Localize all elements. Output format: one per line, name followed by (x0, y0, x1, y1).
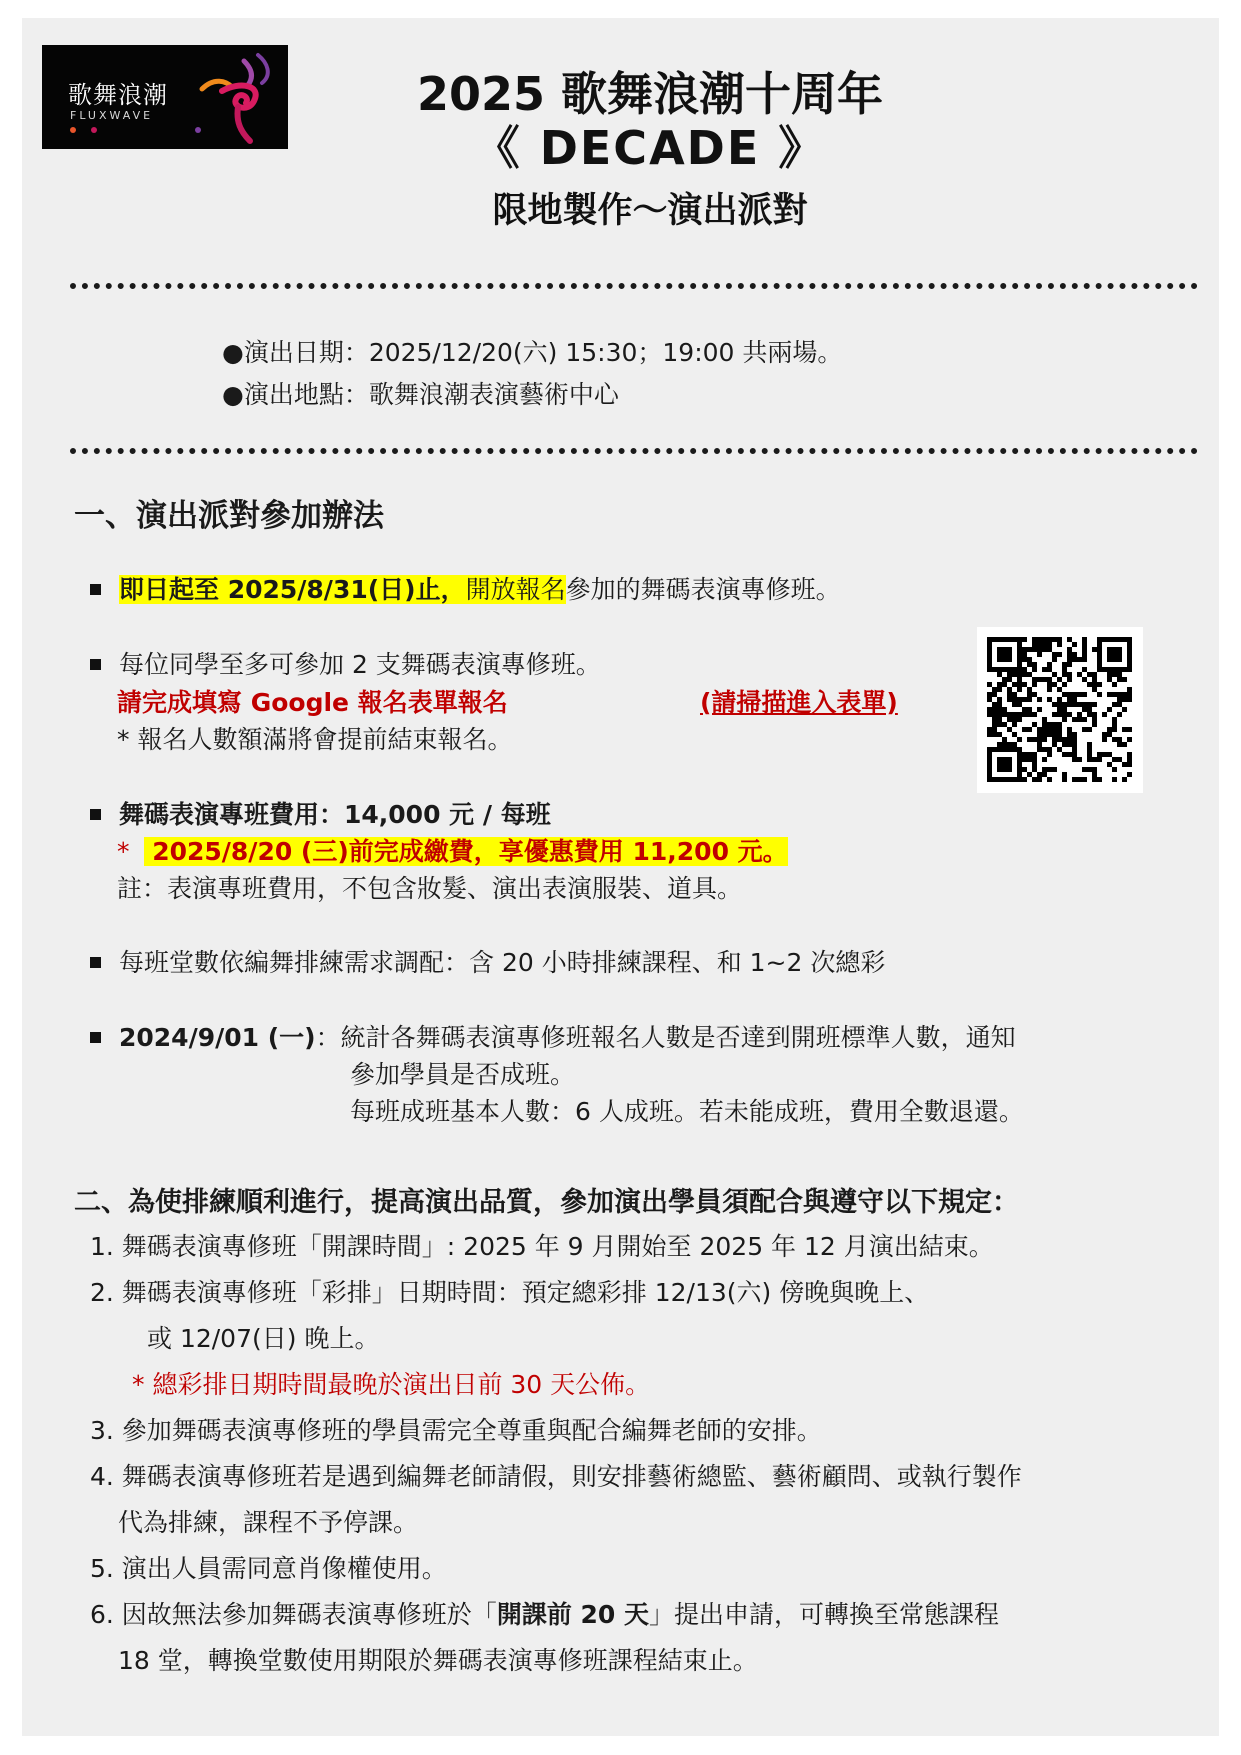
rule-2-cont: 或 12/07(日) 晚上。 (147, 1324, 380, 1353)
fluxwave-logo (42, 45, 288, 149)
logo-name-en: FLUXWAVE (70, 109, 154, 122)
event-title: 2025 歌舞浪潮十周年 (416, 67, 884, 121)
event-tagline: 限地製作～演出派對 (492, 191, 808, 231)
bullet-class-confirmation (90, 1018, 1016, 1054)
divider-top (70, 283, 1198, 289)
section-1-heading: 一、演出派對參加辦法 (74, 498, 384, 534)
bullet-fee (90, 795, 551, 831)
rule-6-deadline: 開課前 20 天 (496, 1600, 650, 1629)
rule-2-note: * 總彩排日期時間最晚於演出日前 30 天公佈。 (132, 1370, 651, 1399)
registration-open: 開放報名 (465, 575, 566, 604)
early-bird-discount: 2025/8/20 (三)前完成繳費，享優惠費用 11,200 元。 (143, 837, 788, 866)
confirmation-text-2: 參加學員是否成班。 (350, 1060, 576, 1089)
confirmation-text: ：統計各舞碼表演專修班報名人數是否達到開班標準人數，通知 (315, 1023, 1016, 1052)
bullet-square-icon (90, 809, 101, 820)
fee-text: 舞碼表演專班費用：14,000 元 / 每班 (119, 800, 551, 829)
bullet-square-icon (90, 957, 101, 968)
rule-2: 2. 舞碼表演專修班「彩排」日期時間：預定總彩排 12/13(六) 傍晚與晚上、 (90, 1278, 930, 1307)
bullet-max-classes (90, 645, 601, 681)
google-form-instruction: 請完成填寫 Google 報名表單報名 (117, 688, 508, 717)
registration-rest: 參加的舞碼表演專修班。 (565, 575, 841, 604)
logo-dots-icon (68, 125, 208, 135)
rule-6-cont: 18 堂，轉換堂數使用期限於舞碼表演專修班課程結束止。 (118, 1646, 758, 1675)
logo-name-zh: 歌舞浪潮 (68, 81, 168, 109)
scan-form-link[interactable]: (請掃描進入表單) (700, 688, 898, 717)
bullet-rehearsal-hours (90, 943, 885, 979)
rule-1: 1. 舞碼表演專修班「開課時間」: 2025 年 9 月開始至 2025 年 12 月演出結束。 (90, 1232, 994, 1261)
minimum-enrollment: 每班成班基本人數：6 人成班。若未能成班，費用全數退還。 (350, 1097, 1024, 1126)
qr-code-icon (977, 627, 1143, 793)
rule-4: 4. 舞碼表演專修班若是遇到編舞老師請假，則安排藝術總監、藝術顧問、或執行製作 (90, 1462, 1022, 1491)
bullet-registration-period (90, 570, 841, 606)
rule-3: 3. 參加舞碼表演專修班的學員需完全尊重與配合編舞老師的安排。 (90, 1416, 822, 1445)
capacity-note: * 報名人數額滿將會提前結束報名。 (117, 725, 513, 754)
section-2-heading: 二、為使排練順利進行，提高演出品質，參加演出學員須配合與遵守以下規定： (74, 1187, 1019, 1218)
show-date: ●演出日期：2025/12/20(六) 15:30；19:00 共兩場。 (222, 338, 843, 367)
rule-6 (90, 1595, 999, 1631)
early-bird-line (117, 832, 788, 868)
registration-qr-code[interactable] (977, 627, 1143, 793)
confirmation-date: 2024/9/01 (一) (119, 1023, 316, 1052)
bullet-square-icon (90, 584, 101, 595)
bullet-square-icon (90, 1032, 101, 1043)
dancer-logo-icon (192, 51, 282, 145)
event-subtitle: 《 DECADE 》 (473, 121, 827, 175)
max-classes-text: 每位同學至多可參加 2 支舞碼表演專修班。 (119, 650, 601, 679)
rule-6-post: 」提出申請，可轉換至常態課程 (649, 1600, 1000, 1629)
fee-exclusion-note: 註：表演專班費用，不包含妝髮、演出表演服裝、道具。 (117, 874, 743, 903)
rule-5: 5. 演出人員需同意肖像權使用。 (90, 1554, 447, 1583)
registration-deadline: 即日起至 2025/8/31(日)止， (119, 575, 466, 604)
show-venue: ●演出地點：歌舞浪潮表演藝術中心 (222, 380, 619, 409)
bullet-square-icon (90, 659, 101, 670)
divider-bottom (70, 448, 1198, 454)
rule-6-pre: 6. 因故無法參加舞碼表演專修班於「 (90, 1600, 497, 1629)
rehearsal-hours-text: 每班堂數依編舞排練需求調配：含 20 小時排練課程、和 1~2 次總彩 (119, 948, 886, 977)
rule-4-cont: 代為排練，課程不予停課。 (118, 1508, 419, 1537)
early-bird-star: * (117, 837, 130, 866)
